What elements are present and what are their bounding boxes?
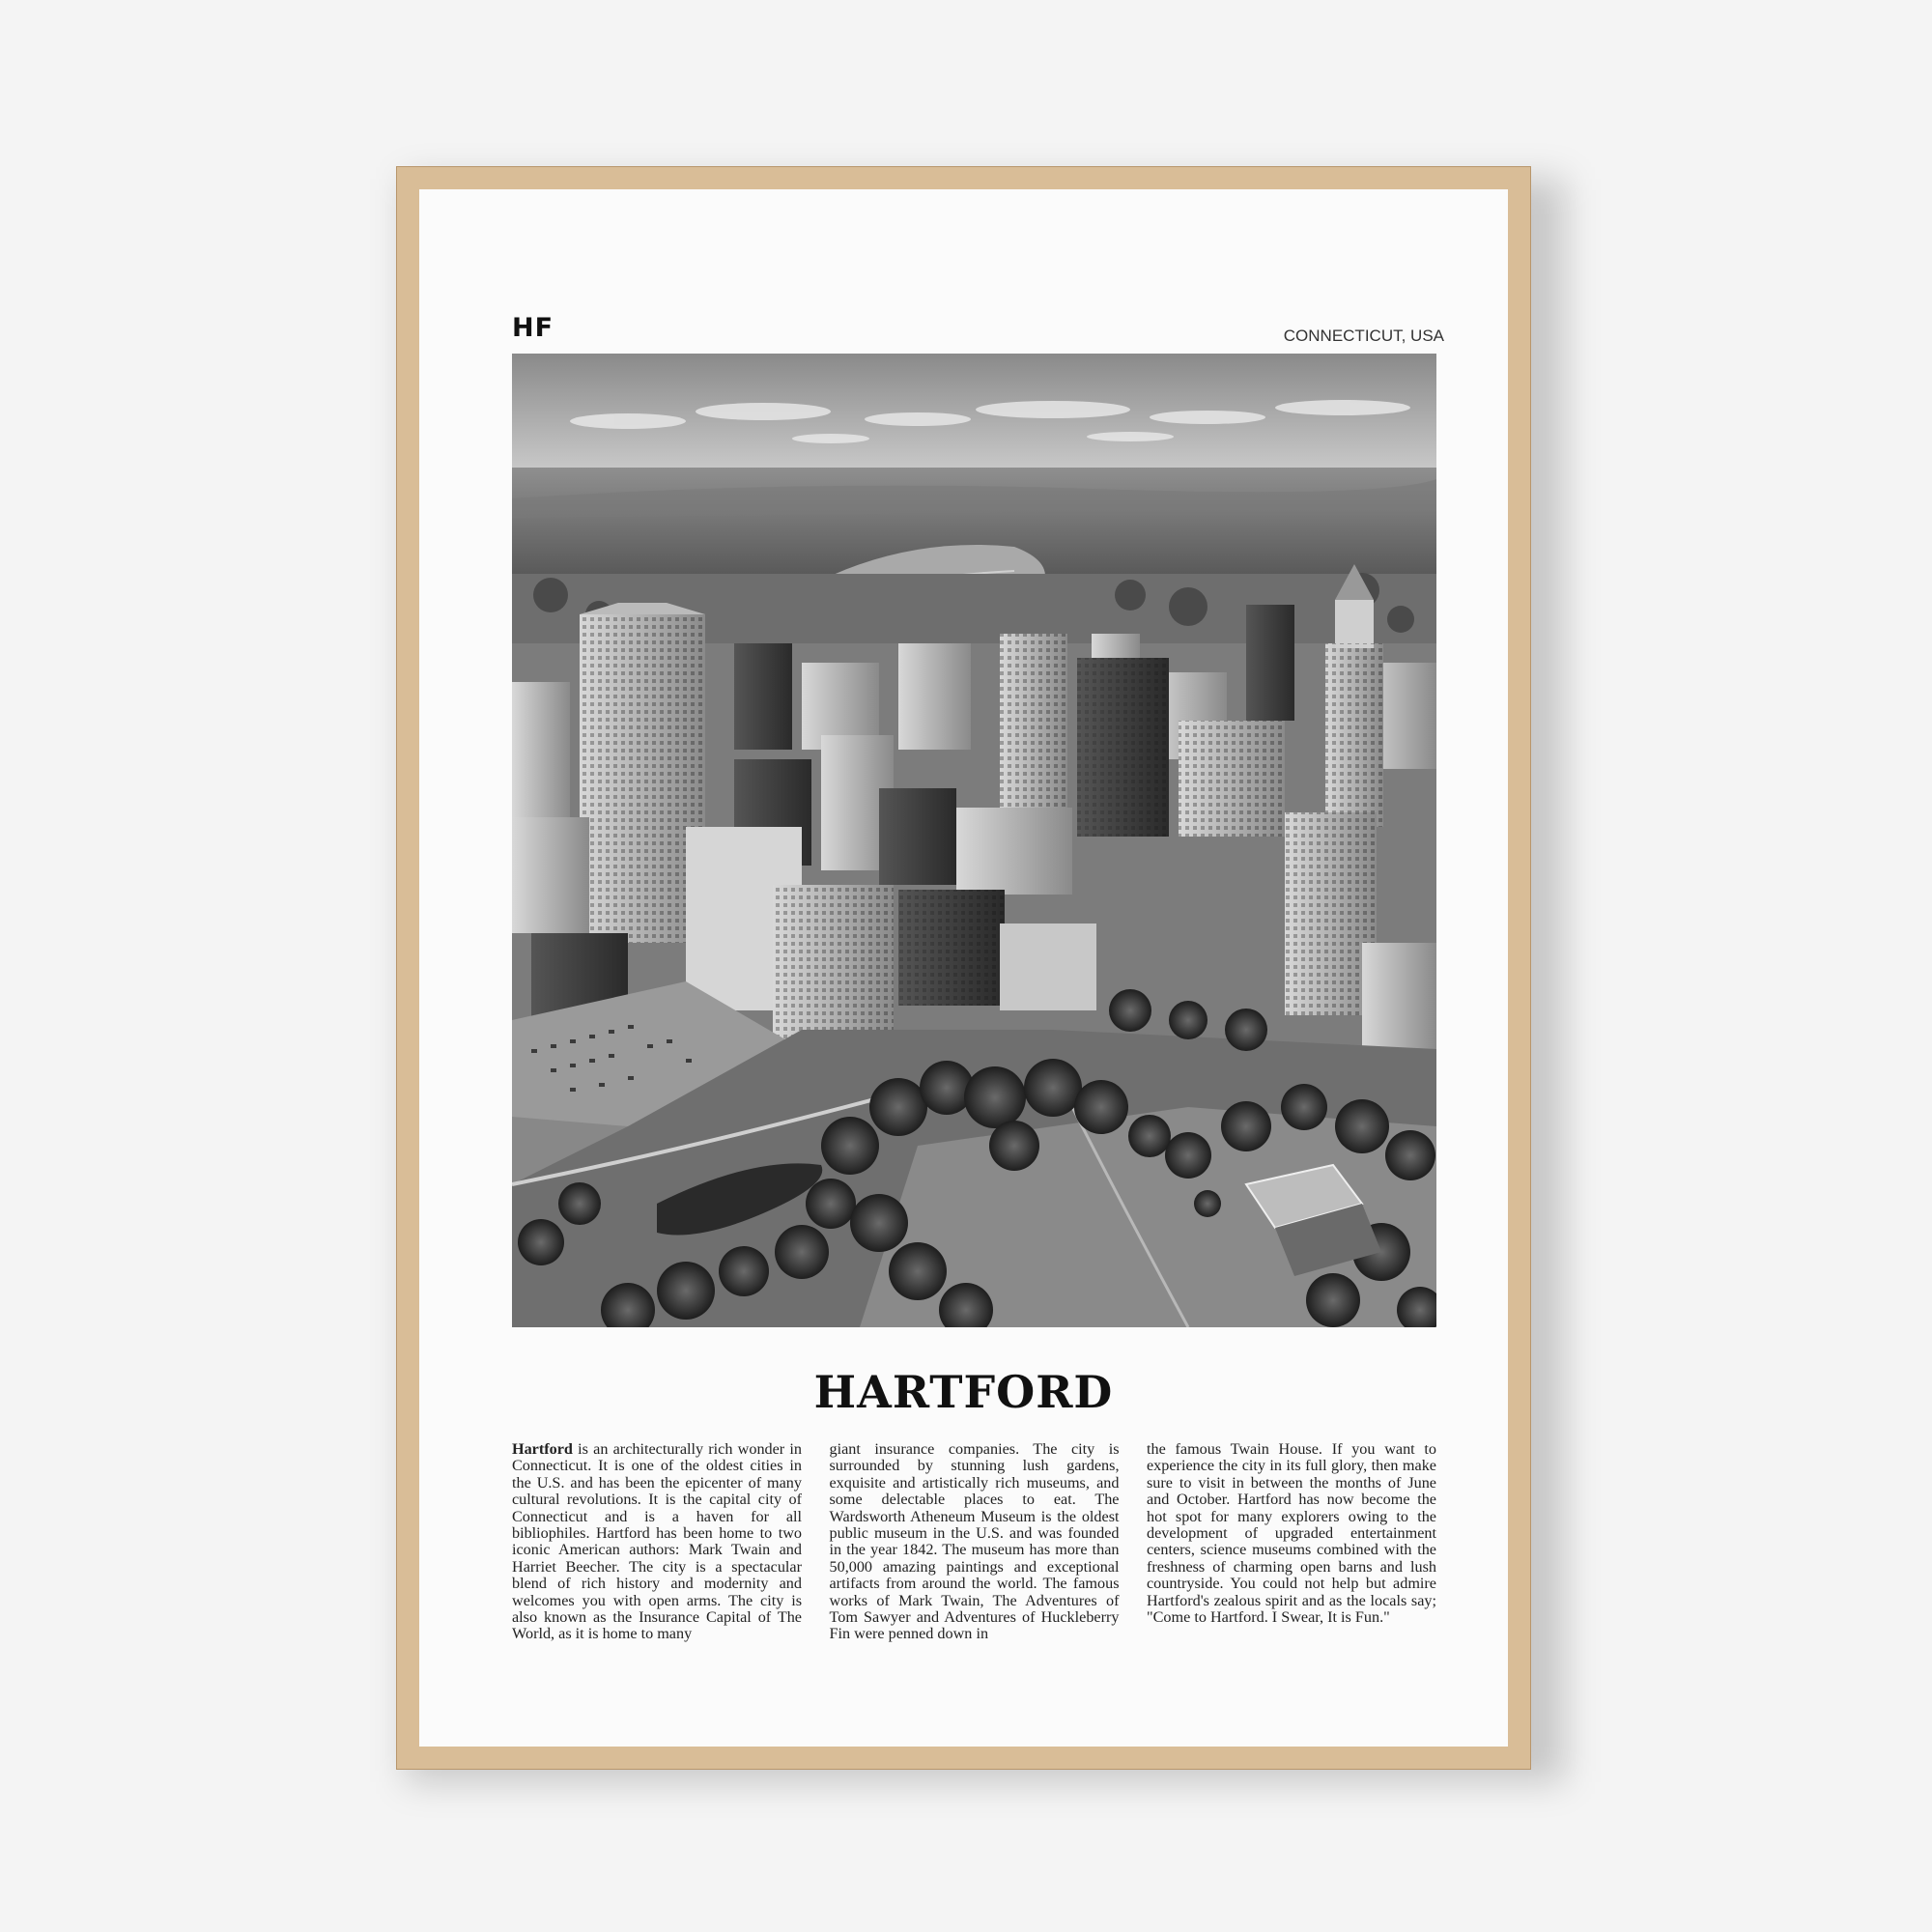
intro-bold-city: Hartford	[512, 1440, 573, 1458]
poster	[419, 189, 1508, 1747]
picture-frame	[396, 166, 1531, 1770]
poster-badge: HF	[512, 313, 554, 343]
description-column-2: giant insurance companies. The city is surrounded by stunning lush gardens, exquisite and artistically rich museums, and some delectable places to eat. The Wardsworth Atheneum Museum is the oldest public museum in the U.S. and was founded in the year 1842. The museum has more than 50,000 amazing paintings and exceptional artifacts from around the world. The famous works of Mark Twain, The Adventures of Tom Sawyer and Adventures of Huckleberry Fin were penned down in	[829, 1440, 1120, 1643]
city-aerial-photo	[512, 354, 1436, 1327]
description-columns	[512, 1441, 1436, 1643]
description-column-1	[512, 1441, 802, 1643]
poster-location: CONNECTICUT, USA	[1283, 327, 1444, 345]
poster-title: HARTFORD	[813, 1366, 1114, 1418]
description-column-3: the famous Twain House. If you want to experience the city in its full glory, then make sure to visit in between the months of June and October. Hartford has now become the hot spot for many explorers owing to the development of upgraded entertainment centers, science museums combined with the freshness of charming open barns and lush countryside. You could not help but admire Hartford's zealous spirit and as the locals say; "Come to Hartford. I Swear, It is Fun."	[1147, 1440, 1436, 1627]
description-column-1-text: is an architecturally rich wonder in Connecticut. It is one of the oldest cities in the U.S. and has been the epicenter of many cultural revolutions. It is the capital city of Connecticut and is a haven for all bibliophiles. Hartford has been home to two iconic American authors: Mark Twain and Harriet Beecher. The city is a spectacular blend of rich history and modernity and welcomes you with open arms. The city is also known as the Insurance Capital of The World, as it is home to many	[512, 1440, 802, 1643]
